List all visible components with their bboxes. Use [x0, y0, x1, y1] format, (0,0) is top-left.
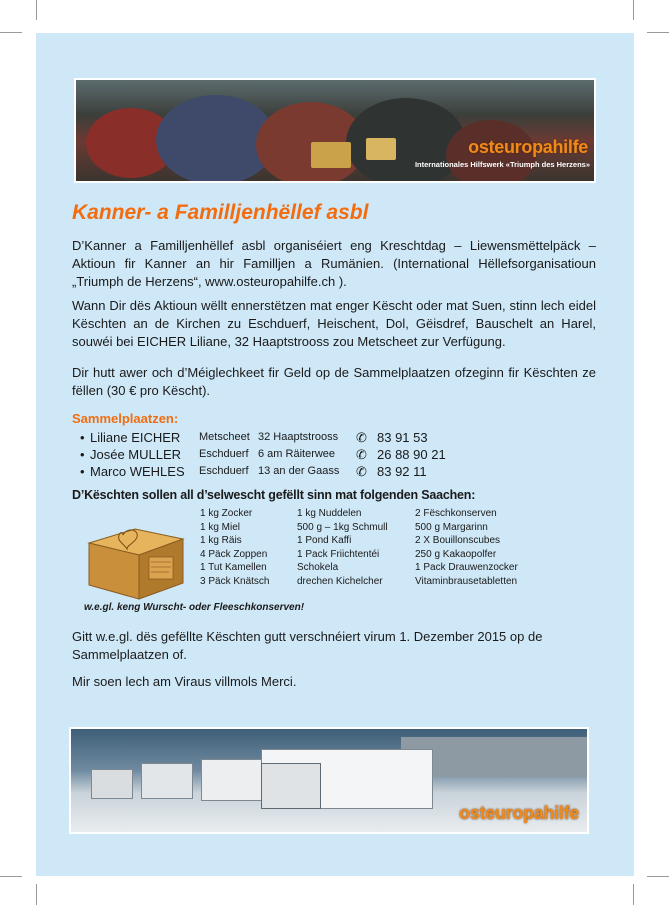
crop-mark: [647, 876, 669, 877]
crop-mark: [633, 884, 634, 905]
truck-photo: [141, 763, 193, 799]
header-tagline: Internationales Hilfswerk «Triumph des Herzens»: [414, 160, 590, 169]
contact-address: 32 Haaptstrooss: [258, 431, 339, 443]
crop-mark: [633, 0, 634, 20]
truck-photo: [91, 769, 133, 799]
crop-mark: [0, 876, 22, 877]
page-title: Kanner- a Familljenhëllef asbl: [72, 201, 369, 224]
contents-item: 1 kg Räis: [200, 535, 242, 547]
flyer-page: [36, 33, 634, 876]
crop-mark: [36, 884, 37, 905]
contents-item: 1 Pack Drauwenzocker: [415, 562, 518, 574]
contents-item: 1 kg Nuddelen: [297, 508, 362, 519]
contact-name: Liliane EICHER: [90, 430, 181, 445]
contact-name: Josée MULLER: [90, 447, 182, 462]
crop-mark: [36, 0, 37, 20]
contact-name: Marco WEHLES: [90, 464, 185, 479]
contents-item: 500 g Margarinn: [415, 521, 488, 533]
footer-banner-photo: [69, 727, 589, 834]
contents-item: 500 g – 1kg Schmull: [297, 521, 388, 533]
contact-place: Eschduerf: [199, 448, 249, 460]
contents-item: 1 kg Zocker: [200, 508, 253, 519]
truck-cab-photo: [261, 763, 321, 809]
contact-place: Metscheet: [199, 431, 250, 443]
osteuropahilfe-logo: osteuropahilfe: [468, 137, 588, 157]
contents-item: 1 Pack Friichtentéi: [297, 548, 380, 560]
contents-column: [297, 507, 388, 589]
phone-icon: ✆: [356, 430, 367, 445]
contents-item: 1 kg Miel: [200, 521, 241, 533]
osteuropahilfe-logo: osteuropahilfe: [459, 803, 579, 823]
gift-box-photo: [311, 142, 351, 168]
contents-item: Schokela: [297, 562, 339, 574]
phone-icon: ✆: [356, 447, 367, 462]
support-paragraph: Wann Dir dës Aktioun wëllt ennerstëtzen mat enger Këscht oder mat Suen, stinn lech eidel Këschten an de Kirchen zu Eschduerf, Heischent, Dol, Gëisdref, Bauschelt an Harel, souwéi bei EICHER Liliane, 32 Haaptstrooss zou Metscheet zur Verfügung.: [72, 298, 596, 349]
contact-place: Eschduerf: [199, 465, 249, 477]
contents-column: [200, 507, 269, 589]
contents-item: 2 X Bouillonscubes: [415, 535, 501, 547]
bullet-icon: •: [80, 447, 85, 462]
contact-address: 6 am Räiterwee: [258, 448, 336, 460]
deadline-paragraph: Gitt w.e.gl. dës gefëllte Këschten gutt verschnéiert virum 1. Dezember 2015 op de Sammelplaatzen of.: [72, 629, 543, 662]
header-banner-photo: [74, 78, 596, 183]
no-meat-note: w.e.gl. keng Wurscht- oder Fleeschkonserven!: [84, 602, 305, 613]
truck-photo: [201, 759, 263, 801]
contents-item: Vitaminbrausetabletten: [415, 575, 518, 587]
contents-item: 4 Päck Zoppen: [200, 548, 268, 560]
crowd-photo: [346, 98, 466, 183]
collection-heading: Sammelplaatzen:: [72, 411, 179, 426]
contents-column: [415, 507, 518, 589]
contact-phone: 26 88 90 21: [377, 447, 446, 462]
crop-mark: [647, 32, 669, 33]
gift-box-photo: [366, 138, 396, 160]
crop-mark: [0, 32, 22, 33]
intro-paragraph: D’Kanner a Familljenhëllef asbl organiséiert eng Kreschtdag – Liewensmëttelpäck – Aktioun fir Kanner an hir Familljen a Rumänien. (International Hëllefsorganisatioun „Triumph de Herzens“, www.osteuropahilfe.ch ).: [72, 238, 596, 289]
thanks-paragraph: Mir soen lech am Viraus villmols Merci.: [72, 674, 297, 689]
bullet-icon: •: [80, 464, 85, 479]
contact-phone: 83 92 11: [377, 464, 427, 479]
contents-item: 1 Tut Kamellen: [200, 562, 267, 574]
phone-icon: ✆: [356, 464, 367, 479]
contents-item: drechen Kichelcher: [297, 575, 383, 587]
donation-paragraph: Dir hutt awer och d’Méiglechkeet fir Geld op de Sammelplaatzen ofzeginn fir Këschten ze fëllen (30 € pro Këscht).: [72, 365, 596, 398]
contents-item: 250 g Kakaopolfer: [415, 548, 497, 560]
contact-phone: 83 91 53: [377, 430, 428, 445]
contact-address: 13 an der Gaass: [258, 465, 340, 477]
contents-item: 3 Päck Knätsch: [200, 575, 270, 587]
bullet-icon: •: [80, 430, 85, 445]
contents-item: 2 Fëschkonserven: [415, 508, 497, 519]
contents-item: 1 Pond Kaffi: [297, 535, 352, 547]
cardboard-box-icon: [83, 521, 188, 601]
box-contents-heading: D’Këschten sollen all d’selwescht gefëllt sinn mat folgenden Saachen:: [72, 488, 476, 502]
